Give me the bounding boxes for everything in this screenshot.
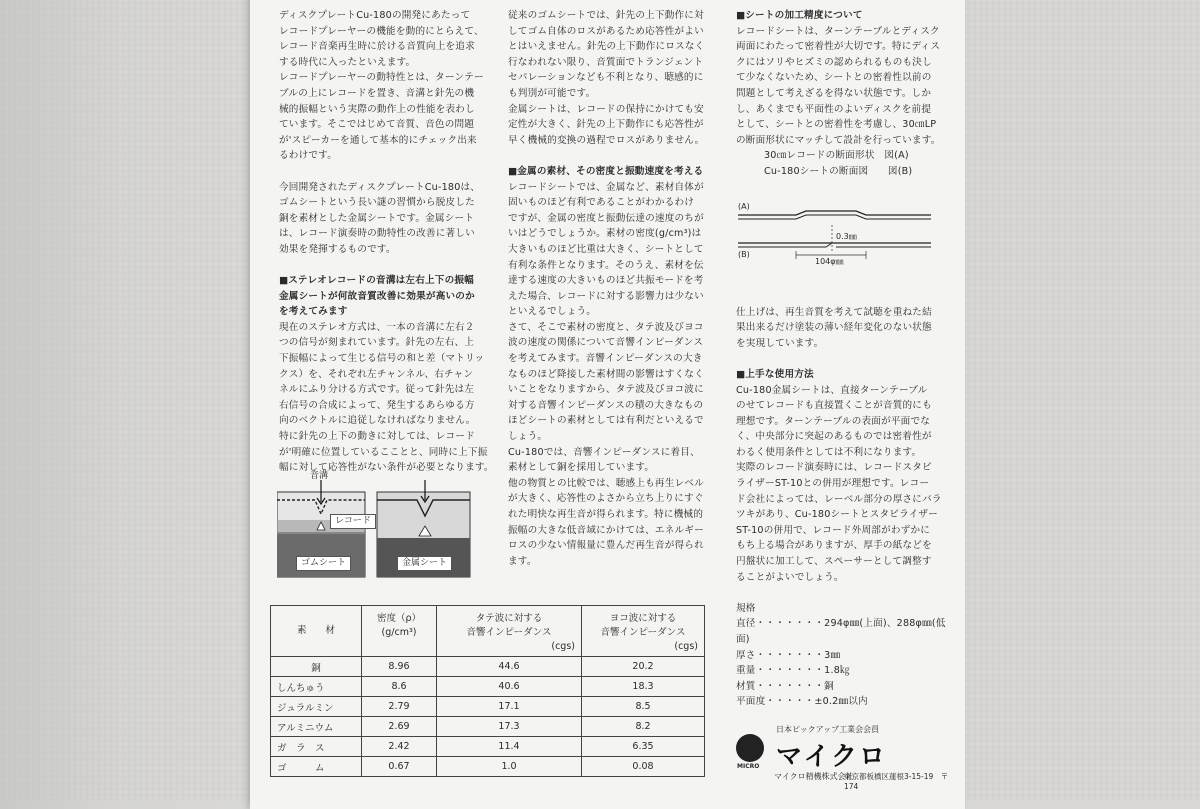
- usage-paragraph: Cu-180金属シートは、直接ターンテーブル のせてレコードも直接置くことが音質的にも 理想です。ターンテーブルの表面が平面でな く、中央部分に突起のあるものでは密着性が わるく使用条件としては不利になります。 実際のレコード演奏時には、レコードスタビ ライザーST-10との併用が理想です。レコー ド会社によっては、レーベル部分の厚さにバラ ツキがあり、Cu-180シートとスタビライザー ST-10の併用で、レコード外周部がわずかに もち上る場合がありますが、厚手の紙などを 円盤状に加工して、スペーサーとして調整す ることがよいでしょう。: [736, 384, 942, 583]
- spec-title: 規格: [736, 602, 756, 614]
- table-header-row: [271, 606, 705, 657]
- material-name: 銅: [271, 657, 362, 677]
- stereo-paragraph: 現在のステレオ方式は、一本の音溝に左右２ つの信号が刻まれています。針先の左右、上 下振幅によって生じる信号の和と差（マトリッ クス）を、それぞれ左チャンネル、右チャン ネルにふり分ける方式です。従って針先は左 右信号の合成によって、発生するあらゆる方 向のベクトルに追従しなければなりません。 特に針先の上下の動きに対しては、レコード が'明確に位置しているこことと、同時に上下振 幅に対して応答性がない条件が必要となります。: [279, 321, 494, 474]
- density-value: 2.69: [362, 717, 437, 737]
- density-value: 2.42: [362, 737, 437, 757]
- thickness-dimension: 0.3㎜: [836, 232, 857, 241]
- density-value: 2.79: [362, 697, 437, 717]
- finish-paragraph: 仕上げは、再生音質を考えて試聴を重ねた結 果出来るだけ塗装の薄い経年変化のない状態 を実現しています。: [736, 306, 932, 349]
- company-logo: [736, 722, 956, 802]
- spec-flatness: 平面度・・・・・±0.2㎜以内: [736, 696, 868, 708]
- transverse-value: 8.2: [582, 717, 705, 737]
- spec-thickness: 厚さ・・・・・・・3㎜: [736, 649, 841, 661]
- header-longitudinal-unit: (cgs): [551, 641, 575, 652]
- material-table: [270, 605, 705, 777]
- header-transverse-unit: (cgs): [674, 641, 698, 652]
- spec-diameter: 直径・・・・・・・294φ㎜(上面)、288φ㎜(低面): [736, 618, 946, 645]
- header-longitudinal: [437, 606, 582, 657]
- material-paragraph: レコードシートでは、金属など、素材自体が 固いものほど有利であることがわかるわけ ですが、金属の密度と振動伝達の速度のちが いはどうでしょうか。素材の密度(g/cm³)は 大きいものほど比重は大きく、シートとして 有利な条件となります。そのうえ、素材を伝 達する速度の大きいものほど共振モードを考 えた場合、レコードに対する影響力は少ない といえるでしょう。 さて、そこで素材の密度と、タテ波及びヨコ 波の速度の関係について音響インピーダンス を考えてみます。音響インピーダンスの大き なものほど降接した素材間の影響はすくなく いことをなりますから、タテ波及びヨコ波に 対する音響インピーダンスの積の大きなもの ほどシートの素材としては有利だといえるで しょう。: [508, 181, 704, 443]
- rubber-sheet-paragraph: 従来のゴムシートでは、針先の上下動作に対 してゴム自体のロスがあるため応答性がよい とはいえません。針先の上下動作にロスなく 行なわれない限り、音質面でトランジェント セパレーションなども不利となり、聴感的に も判別が可能です。 金属シートは、レコードの保持にかけても安 定性が大きく、針先の上下動作にも応答性が 早く機械的変換の過程でロスがありません。: [508, 10, 705, 146]
- material-heading: ■金属の素材、その密度と振動速度を考える: [508, 165, 704, 177]
- groove-label: 音溝: [310, 471, 329, 481]
- transverse-value: 0.08: [582, 757, 705, 777]
- density-value: 8.6: [362, 677, 437, 697]
- copper-paragraph: Cu-180では、音響インピーダンスに着目、 素材として銅を採用しています。 他の物質との比較では、聴感上も再生レベル が大きく、応答性のよさから立ち上りにすぐ れた明快な再生音が得られます。特に機械的 振幅の大きな低音域にかけては、エネルギー ロスの少ない情報量に豊んだ再生音が得られ ます。: [508, 446, 704, 567]
- longitudinal-value: 44.6: [437, 657, 582, 677]
- table-row: [271, 757, 705, 777]
- column-left: [279, 8, 494, 476]
- company-name: マイクロ精機株式会社: [774, 772, 854, 781]
- header-density: 密度（ρ） (g/cm³): [362, 606, 437, 657]
- usage-heading: ■上手な使用方法: [736, 368, 814, 380]
- transverse-value: 8.5: [582, 697, 705, 717]
- intro-paragraph: ディスクプレートCu-180の開発にあたって レコードプレーヤーの機能を動的にとらえて、 レコード音楽再生時に於ける音質向上を追求 する時代に入ったといえます。 レコードプレーヤーの動特性とは、ターンテー ブルの上にレコードを置き、音溝と針先の機 械的振幅という実際の動作上の性能を表わし ています。そこではじめて音質、音色の問題 が'スピーカーを通して基本的にチェック出来 るわけです。: [279, 10, 484, 162]
- column-middle: [508, 8, 708, 569]
- brand-name: マイクロ: [776, 742, 887, 772]
- longitudinal-value: 1.0: [437, 757, 582, 777]
- spec-material: 材質・・・・・・・銅: [736, 680, 834, 692]
- material-name: しんちゅう: [271, 677, 362, 697]
- rubber-sheet-label: ゴムシート: [296, 556, 351, 571]
- header-material: 素 材: [271, 606, 362, 657]
- longitudinal-value: 17.1: [437, 697, 582, 717]
- record-label: レコード: [330, 514, 376, 529]
- precision-heading: ■シートの加工精度について: [736, 10, 863, 21]
- transverse-value: 6.35: [582, 737, 705, 757]
- table-row: [271, 677, 705, 697]
- cross-section-label-b: (B): [738, 250, 750, 259]
- stereo-subheading: 金属シートが何故音質改善に効果が高いのか を考えてみます: [279, 290, 475, 318]
- transverse-value: 18.3: [582, 677, 705, 697]
- header-longitudinal-text: タテ波に対する 音響インピーダンス: [466, 613, 552, 638]
- precision-paragraph: レコードシートは、ターンテーブルとディスク 両面にわたって密着性が大切です。特にディス クにはソリやヒズミの認められるものも決し て少なくないため、シートとの密着性以前の 問題として考えざるを得ない状態です。しか し、あくまでも平面性のよいディスクを前提 として、シートとの密着性を考慮し、30㎝LP の断面形状にマッチして設計を行っています。: [736, 25, 941, 146]
- figure-a-caption: 30㎝レコードの断面形状 図(A): [764, 150, 909, 162]
- longitudinal-value: 11.4: [437, 737, 582, 757]
- material-name: ゴ ム: [271, 757, 362, 777]
- diameter-dimension: 104φ㎜: [815, 257, 844, 266]
- cu180-paragraph: 今回開発されたディスクプレートCu-180は、 ゴムシートという長い謎の習慣から脱皮した 銅を素材とした金属シートです。金属シート は、レコード演奏時の動特性の改善に著しい 効果を発揮するものです。: [279, 181, 481, 255]
- density-value: 0.67: [362, 757, 437, 777]
- density-value: 8.96: [362, 657, 437, 677]
- longitudinal-value: 40.6: [437, 677, 582, 697]
- spec-weight: 重量・・・・・・・1.8㎏: [736, 665, 850, 677]
- material-name: ガ ラ ス: [271, 737, 362, 757]
- header-transverse: [582, 606, 705, 657]
- material-name: アルミニウム: [271, 717, 362, 737]
- header-transverse-text: ヨコ波に対する 音響インピーダンス: [600, 613, 686, 638]
- table-row: [271, 737, 705, 757]
- association-text: 日本ピックアップ工業会会員: [776, 725, 880, 734]
- column-right: [736, 8, 951, 710]
- transverse-value: 20.2: [582, 657, 705, 677]
- table-row: [271, 697, 705, 717]
- figure-b-caption: Cu-180シートの断面図 図(B): [764, 165, 913, 177]
- company-address: 東京都板橋区蓮根3-15-19 〒174: [844, 772, 949, 791]
- table-row: [271, 717, 705, 737]
- material-name: ジュラルミン: [271, 697, 362, 717]
- table-row: [271, 657, 705, 677]
- cross-section-label-a: (A): [738, 202, 750, 211]
- micro-logo-mark: [736, 734, 764, 762]
- stereo-heading: ■ステレオレコードの音溝は左右上下の振幅: [279, 275, 474, 287]
- metal-sheet-label: 金属シート: [397, 556, 452, 571]
- longitudinal-value: 17.3: [437, 717, 582, 737]
- micro-logo-text: MICRO: [737, 763, 760, 770]
